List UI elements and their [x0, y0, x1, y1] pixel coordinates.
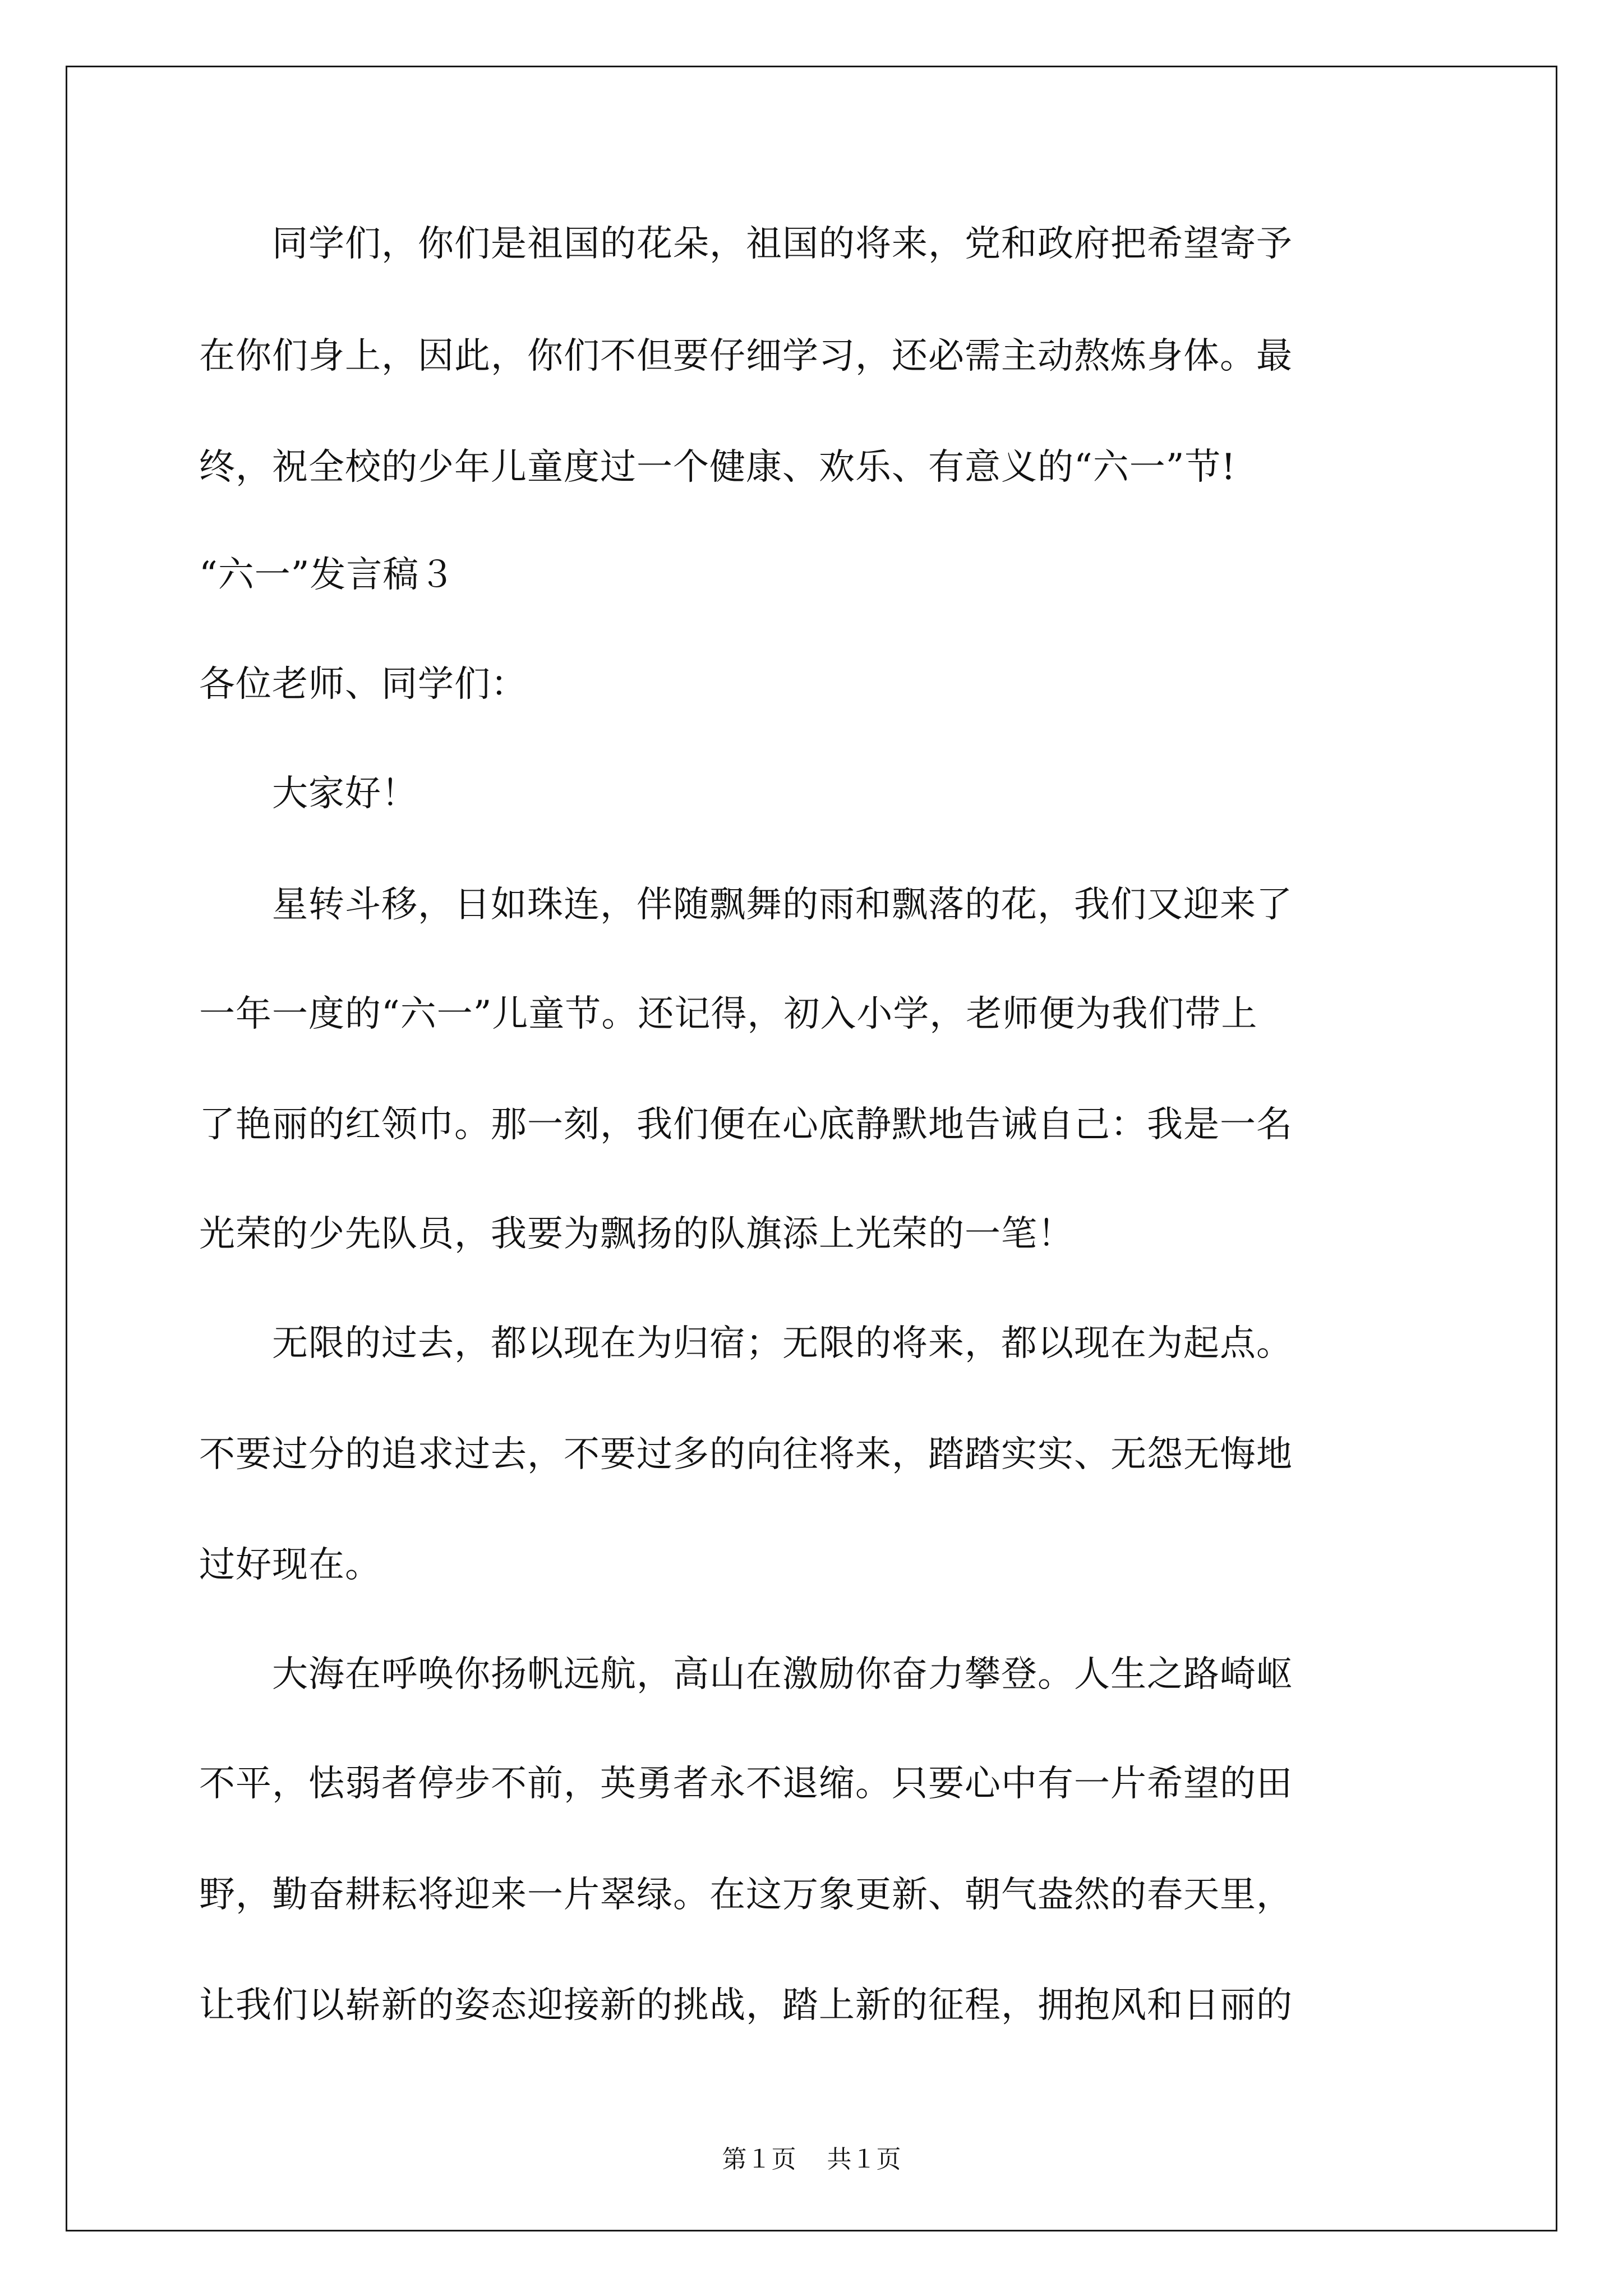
greeting: 大家好！: [199, 773, 418, 815]
page-number: 第１页: [722, 2146, 796, 2173]
text-line: 一年一度的“六一”儿童节。还记得，初入小学，老师便为我们带上: [199, 993, 1258, 1035]
text-line: 不平，怯弱者停步不前，英勇者永不退缩。只要心中有一片希望的田: [199, 1763, 1293, 1805]
text-line: 在你们身上，因此，你们不但要仔细学习，还必需主动熬炼身体。最: [199, 335, 1293, 377]
text-line: 星转斗移，日如珠连，伴随飘舞的雨和飘落的花，我们又迎来了: [199, 884, 1293, 926]
text-line: 过好现在。: [199, 1544, 381, 1586]
text-line: 大海在呼唤你扬帆远航，高山在激励你奋力攀登。人生之路崎岖: [199, 1654, 1293, 1695]
text-line: 光荣的少先队员，我要为飘扬的队旗添上光荣的一笔！: [199, 1213, 1074, 1255]
text-line: 终，祝全校的少年儿童度过一个健康、欢乐、有意义的“六一”节!: [199, 447, 1237, 488]
text-line: 无限的过去，都以现在为归宿；无限的将来，都以现在为起点。: [199, 1323, 1293, 1364]
text-line: 让我们以崭新的姿态迎接新的挑战，踏上新的征程，拥抱风和日丽的: [199, 1985, 1293, 2026]
section-title: “六一”发言稿３: [199, 554, 456, 596]
salutation: 各位老师、同学们：: [199, 664, 527, 705]
text-line: 了艳丽的红领巾。那一刻，我们便在心底静默地告诫自己：我是一名: [199, 1104, 1293, 1145]
page-total: 共１页: [827, 2146, 901, 2173]
page-footer: [0, 2143, 1623, 2177]
text-line: 不要过分的追求过去，不要过多的向往将来，踏踏实实、无怨无悔地: [199, 1434, 1293, 1475]
text-line: 同学们，你们是祖国的花朵，祖国的将来，党和政府把希望寄予: [199, 223, 1293, 265]
text-line: 野，勤奋耕耘将迎来一片翠绿。在这万象更新、朝气盎然的春天里，: [199, 1874, 1293, 1916]
